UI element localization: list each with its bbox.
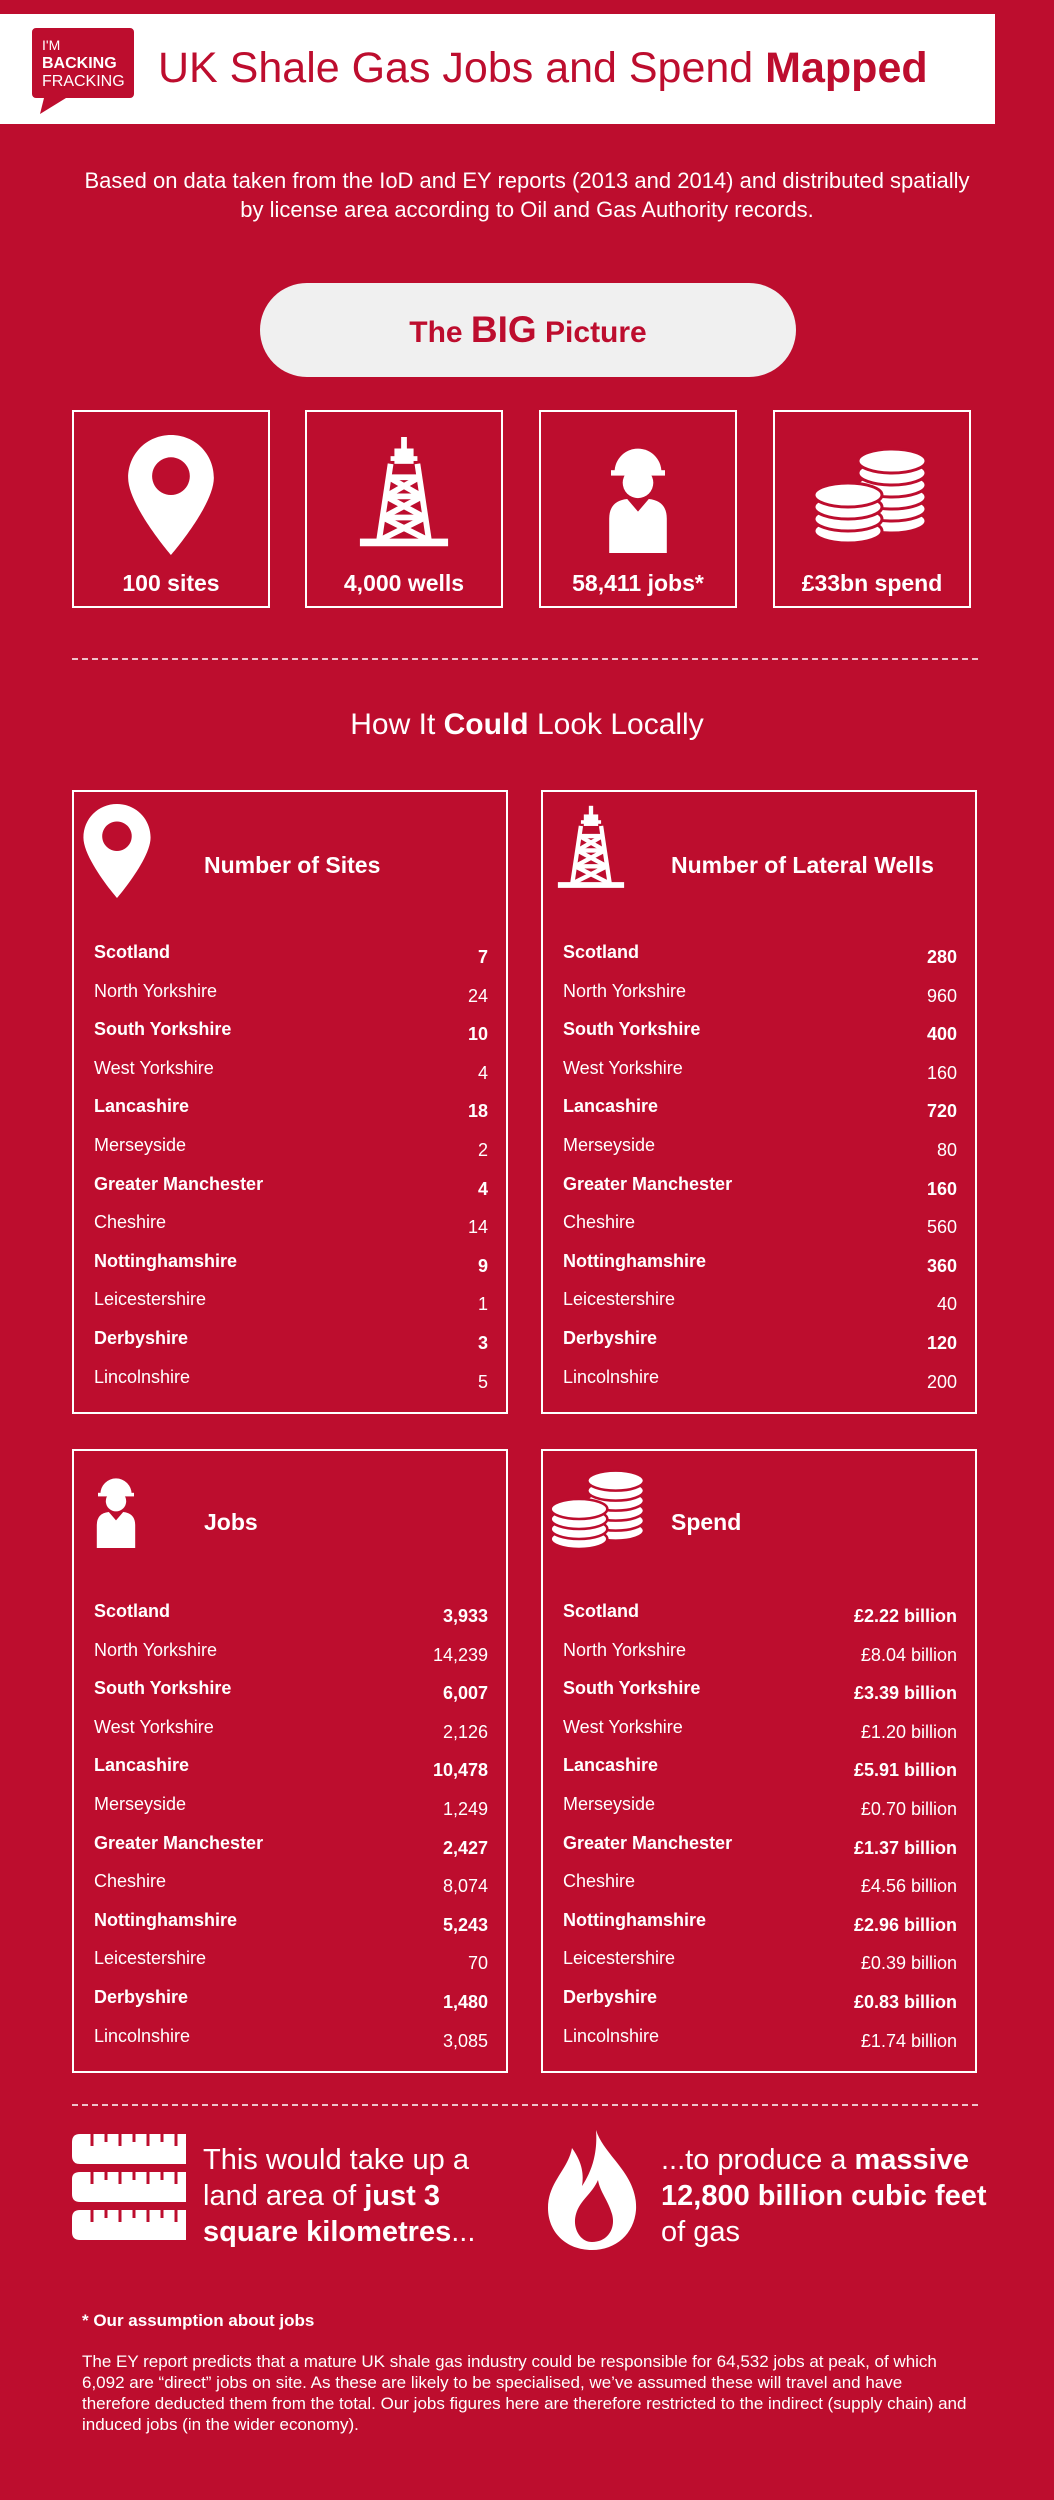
region-value: £1.74 billion [860,2030,957,2051]
region-value: 14 [467,1217,488,1238]
region-name: Nottinghamshire [563,1909,707,1930]
region-name: Derbyshire [94,1328,189,1348]
table-row [563,1833,957,1863]
logo-line-3: FRACKING [42,73,125,90]
region-name: West Yorkshire [94,1716,214,1737]
region-name: Lincolnshire [563,2025,660,2046]
region-name: Leicestershire [563,1948,676,1969]
table-row [563,2026,957,2056]
table-row [94,1871,488,1901]
stat-card-wells [305,410,503,608]
region-value: 120 [926,1333,957,1353]
region-name: Lancashire [94,1755,190,1776]
region-value: 5 [477,1371,488,1392]
location-pin-icon [128,435,214,555]
region-value: 720 [926,1101,957,1122]
tape-measure-icon [72,2134,186,2242]
section-title-local: How It Could Look Locally [350,708,704,741]
stat-label: 4,000 wells [343,570,465,596]
region-name: Greater Manchester [94,1832,264,1853]
region-name: West Yorkshire [94,1057,214,1078]
flame-icon [546,2130,638,2250]
worker-icon [86,1463,146,1555]
region-value: 1,249 [442,1799,488,1819]
stat-label: £33bn spend [801,570,943,596]
footnote-body: The EY report predicts that a mature UK shale gas industry could be responsible for 64,532 jobs at peak, of which 6,092 are “direct” jobs on site. As these are likely to be specialised, we’ve assumed these will travel and have therefore deducted them from the total. Our jobs figures here are therefore restricted to the indirect (supply chain) and induced jobs (in the wider economy). [82,2352,967,2434]
gas-volume-text: ...to produce a massive 12,800 billion cubic feet of gas [661,2144,987,2248]
table-row [94,1096,488,1126]
table-row [563,1948,957,1978]
logo-line-1: I'M [42,37,61,53]
region-value: 10,478 [432,1760,488,1781]
table-row [563,1987,957,2017]
table-row [563,942,957,972]
region-name: Scotland [563,1601,640,1621]
region-name: Lincolnshire [94,2025,191,2046]
table-row [94,1328,488,1358]
region-value: 9 [477,1255,488,1276]
panel-wells [541,790,977,1414]
table-row [563,1251,957,1281]
region-value: 360 [926,1255,957,1276]
table-row [563,1096,957,1126]
region-value: £0.83 billion [853,1992,957,2012]
region-name: Greater Manchester [563,1832,733,1853]
region-name: North Yorkshire [563,980,687,1001]
drilling-rig-icon [555,804,627,894]
region-value: 4 [477,1062,488,1083]
panel-sites [72,790,508,1414]
table-row [94,942,488,972]
footnote-title: * Our assumption about jobs [82,2311,315,2330]
table-row [94,1601,488,1631]
region-value: 8,074 [442,1876,488,1897]
region-name: Greater Manchester [563,1173,733,1194]
region-name: Derbyshire [563,1328,658,1348]
region-value: £2.22 billion [853,1606,957,1626]
intro-text: Based on data taken from the IoD and EY reports (2013 and 2014) and distributed spatially by license area according to Oil and Gas Authority records. [84,168,970,222]
region-value: 160 [926,1178,957,1199]
region-value: 7 [477,947,488,967]
stat-card-jobs [539,410,737,608]
region-value: 18 [467,1101,488,1122]
table-row [94,2026,488,2056]
region-value: £1.20 billion [860,1721,957,1742]
panel-spend [541,1449,977,2073]
table-row [94,981,488,1011]
region-value: 2,427 [442,1837,488,1858]
land-area-text: This would take up a land area of just 3 square kilometres... [203,2144,476,2248]
region-name: Lancashire [563,1096,659,1117]
table-row [563,1640,957,1670]
table-row [94,1678,488,1708]
table-row [94,1717,488,1747]
table-row [563,1871,957,1901]
region-name: Cheshire [563,1212,636,1233]
region-value: 2,126 [442,1721,488,1742]
table-row [563,1019,957,1049]
table-row [94,1910,488,1940]
table-row [94,1640,488,1670]
region-value: 80 [936,1140,957,1160]
worker-icon [593,436,683,553]
region-value: 3,933 [442,1606,488,1626]
region-value: £2.96 billion [853,1914,957,1935]
panel-title: Number of Lateral Wells [671,852,934,878]
table-row [94,1212,488,1242]
table-row [563,1717,957,1747]
panel-title: Jobs [204,1509,258,1535]
table-row [94,1367,488,1397]
table-row [563,1678,957,1708]
region-name: Cheshire [563,1871,636,1892]
region-name: Lincolnshire [94,1366,191,1387]
region-value: 2 [477,1140,488,1160]
region-value: £0.39 billion [860,1953,957,1974]
region-value: £1.37 billion [853,1837,957,1858]
region-value: 960 [926,985,957,1006]
region-value: 280 [926,947,957,967]
region-name: South Yorkshire [563,1019,701,1040]
table-row [563,1058,957,1088]
region-name: Nottinghamshire [94,1250,238,1271]
region-name: South Yorkshire [563,1678,701,1699]
table-row [563,1910,957,1940]
region-name: Nottinghamshire [563,1250,707,1271]
drilling-rig-icon [356,437,452,552]
region-name: Cheshire [94,1212,167,1233]
region-value: 160 [926,1062,957,1083]
region-name: Leicestershire [563,1289,676,1310]
region-name: Merseyside [94,1135,187,1155]
region-name: Leicestershire [94,1289,207,1310]
region-value: 1,480 [442,1992,488,2012]
stat-card-spend [773,410,971,608]
panel-title: Number of Sites [204,852,381,878]
table-row [563,1212,957,1242]
region-name: West Yorkshire [563,1716,683,1737]
page-title: UK Shale Gas Jobs and Spend Mapped [158,44,928,92]
panel-jobs [72,1449,508,2073]
backing-fracking-logo [32,28,134,114]
region-name: South Yorkshire [94,1678,232,1699]
region-value: £4.56 billion [860,1876,957,1897]
region-value: £8.04 billion [860,1644,957,1665]
region-name: Leicestershire [94,1948,207,1969]
table-row [563,1794,957,1824]
big-picture-heading: The BIG Picture [260,283,796,377]
stat-card-sites [72,410,270,608]
table-row [563,1601,957,1631]
region-name: Lancashire [563,1755,659,1776]
region-value: 400 [926,1024,957,1045]
region-name: North Yorkshire [94,980,218,1001]
table-row [563,1174,957,1204]
panel-title: Spend [671,1509,742,1535]
table-row [563,1289,957,1319]
region-name: North Yorkshire [94,1639,218,1660]
region-name: Merseyside [94,1794,187,1814]
region-value: 3 [477,1333,488,1353]
table-row [94,1251,488,1281]
region-name: Lancashire [94,1096,190,1117]
region-name: South Yorkshire [94,1019,232,1040]
stat-label: 58,411 jobs* [572,570,704,596]
region-name: North Yorkshire [563,1639,687,1660]
region-value: 4 [477,1178,488,1199]
region-value: 70 [467,1953,488,1974]
region-value: 200 [926,1371,957,1392]
region-name: Scotland [94,1601,171,1621]
table-row [94,1987,488,2017]
region-name: Lincolnshire [563,1366,660,1387]
region-name: Merseyside [563,1135,656,1155]
region-value: 3,085 [442,2030,488,2051]
region-name: Greater Manchester [94,1173,264,1194]
region-name: Derbyshire [94,1987,189,2007]
region-name: Scotland [94,942,171,962]
region-value: 10 [467,1024,488,1045]
region-name: Merseyside [563,1794,656,1814]
location-pin-icon [82,804,152,898]
region-name: West Yorkshire [563,1057,683,1078]
table-row [94,1794,488,1824]
table-row [563,1135,957,1165]
table-row [94,1135,488,1165]
coin-stack-icon [549,1461,649,1557]
region-value: 14,239 [432,1644,488,1665]
region-value: £3.39 billion [853,1683,957,1704]
region-value: 6,007 [442,1683,488,1704]
region-value: 24 [467,985,488,1006]
region-value: £0.70 billion [860,1799,957,1819]
region-value: 1 [477,1294,488,1315]
table-row [94,1019,488,1049]
region-value: 560 [926,1217,957,1238]
table-row [94,1058,488,1088]
stat-label: 100 sites [122,570,220,596]
table-row [94,1755,488,1785]
table-row [94,1289,488,1319]
region-name: Nottinghamshire [94,1909,238,1930]
table-row [563,981,957,1011]
table-row [563,1328,957,1358]
region-name: Cheshire [94,1871,167,1892]
region-value: 5,243 [442,1914,488,1935]
divider [72,658,978,660]
region-name: Scotland [563,942,640,962]
table-row [94,1174,488,1204]
region-name: Derbyshire [563,1987,658,2007]
logo-line-2: BACKING [42,55,117,72]
coin-stack-icon [812,445,932,545]
region-value: 40 [936,1294,957,1315]
region-value: £5.91 billion [853,1760,957,1781]
table-row [94,1833,488,1863]
table-row [94,1948,488,1978]
table-row [563,1755,957,1785]
table-row [563,1367,957,1397]
divider [72,2104,978,2106]
